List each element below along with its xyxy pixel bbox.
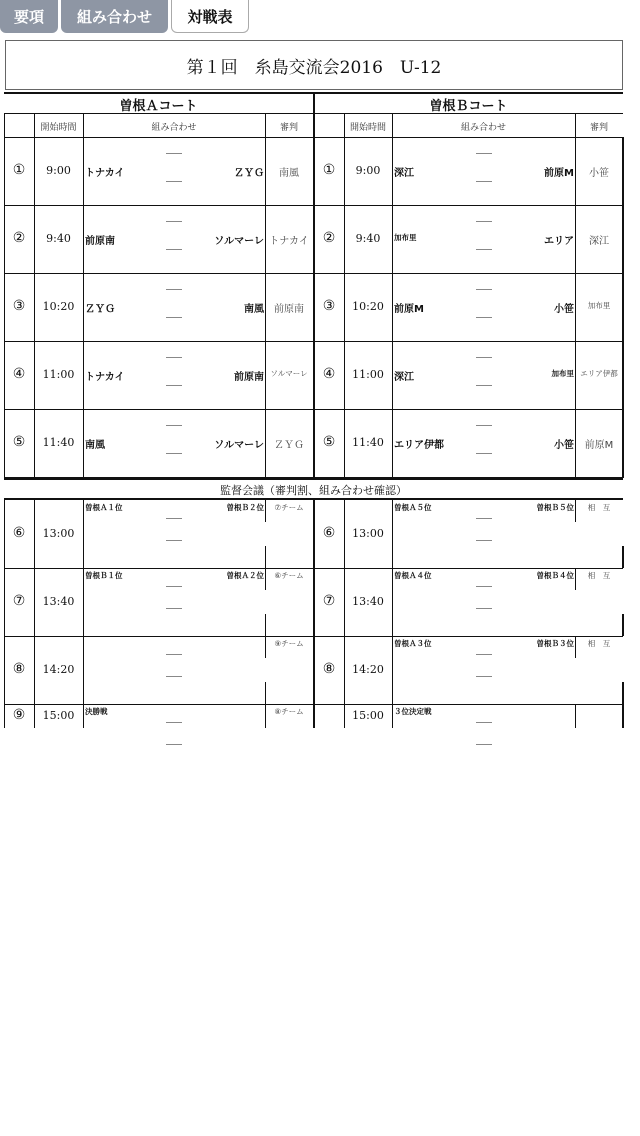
b-match-time: 11:40	[352, 436, 384, 449]
b-referee: エリア伊都	[580, 369, 618, 378]
header-start-time: 開始時間	[40, 123, 77, 133]
a-home-team: 南風	[85, 440, 105, 451]
vs-dash	[166, 518, 182, 519]
b-match-time: 10:20	[352, 300, 384, 313]
vs-dash	[476, 221, 492, 222]
vs-dash	[166, 722, 182, 723]
vs-dash	[166, 654, 182, 655]
col-stub	[622, 546, 624, 568]
row-line	[4, 341, 623, 342]
a-home-team: 前原南	[85, 236, 115, 247]
b-playoff-away-seed: 曽根Ｂ３位	[536, 639, 574, 648]
a-match-time: 11:00	[42, 368, 75, 381]
b-match-time: 9:40	[355, 232, 381, 245]
header-referee: 審判	[589, 123, 608, 133]
a-playoff-match-no: ⑨	[12, 707, 26, 723]
tab-outline[interactable]: 要項	[0, 0, 58, 33]
a-referee: 前原南	[274, 304, 304, 315]
b-playoff-referee: 相 互	[587, 571, 611, 580]
a-playoff-match-no: ⑥	[12, 525, 26, 541]
vs-dash	[166, 676, 182, 677]
vs-dash	[476, 153, 492, 154]
vs-dash	[166, 289, 182, 290]
a-playoff-away-seed: 曽根Ａ２位	[226, 571, 264, 580]
a-playoff-match-time: 14:20	[42, 663, 75, 676]
vs-dash	[166, 540, 182, 541]
a-playoff-match-time: 15:00	[42, 709, 75, 722]
a-playoff-match-time: 13:40	[42, 595, 75, 608]
col-stub	[265, 614, 266, 636]
a-match-time: 9:40	[46, 232, 71, 245]
a-match-time: 10:20	[42, 300, 75, 313]
a-match-no: ③	[12, 298, 26, 314]
vs-dash	[476, 249, 492, 250]
league-bottom-line	[4, 478, 623, 480]
a-playoff-home-seed: 決勝戦	[85, 707, 108, 716]
b-match-no: ①	[322, 162, 336, 178]
header-referee: 審判	[279, 123, 298, 133]
a-playoff-match-no: ⑦	[12, 593, 26, 609]
vs-dash	[166, 385, 182, 386]
b-match-no: ⑤	[322, 434, 336, 450]
a-referee: ソルマーレ	[270, 369, 308, 378]
col-stub	[622, 682, 624, 704]
a-match-no: ④	[12, 366, 26, 382]
vs-dash	[166, 586, 182, 587]
b-away-team: 小笹	[554, 304, 574, 315]
vs-dash	[476, 453, 492, 454]
vs-dash	[476, 289, 492, 290]
vs-dash	[476, 608, 492, 609]
b-playoff-home-seed: 曽根Ａ３位	[394, 639, 432, 648]
vs-dash	[476, 425, 492, 426]
tab-bracket[interactable]: 組み合わせ	[61, 0, 168, 33]
row-line	[4, 273, 623, 274]
vs-dash	[476, 317, 492, 318]
vs-dash	[476, 385, 492, 386]
vs-dash	[476, 654, 492, 655]
a-away-team: 前原南	[234, 372, 264, 383]
a-home-team: トナカイ	[85, 168, 125, 179]
a-away-team: ソルマーレ	[214, 236, 264, 247]
a-match-no: ⑤	[12, 434, 26, 450]
a-playoff-away-seed: 曽根Ｂ２位	[226, 503, 264, 512]
vs-dash	[166, 317, 182, 318]
court-name: 曽根Ｂコート	[429, 99, 508, 114]
a-playoff-referee: ⑦チーム	[274, 503, 304, 512]
b-away-team: 小笹	[554, 440, 574, 451]
a-away-team: ＺＹＧ	[234, 168, 264, 179]
b-playoff-home-seed: 曽根Ａ４位	[394, 571, 432, 580]
vs-dash	[166, 181, 182, 182]
b-playoff-home-seed: ３位決定戦	[394, 707, 432, 716]
a-match-time: 11:40	[42, 436, 75, 449]
a-away-team: 南風	[244, 304, 264, 315]
b-playoff-referee: 相 互	[587, 503, 611, 512]
b-playoff-referee: 相 互	[587, 639, 611, 648]
vs-dash	[476, 518, 492, 519]
col-stub	[622, 704, 624, 728]
a-home-team: ＺＹＧ	[85, 304, 115, 315]
a-playoff-match-time: 13:00	[42, 527, 75, 540]
a-home-team: トナカイ	[85, 372, 125, 383]
a-playoff-home-seed: 曽根Ｂ１位	[85, 571, 123, 580]
a-match-no: ①	[12, 162, 26, 178]
vs-dash	[476, 586, 492, 587]
a-referee: 南風	[279, 168, 299, 179]
header-pairing: 組み合わせ	[151, 123, 197, 133]
col-line	[392, 113, 393, 478]
col-line	[392, 500, 393, 728]
vs-dash	[476, 357, 492, 358]
a-playoff-referee: ⑥チーム	[274, 571, 304, 580]
a-match-no: ②	[12, 230, 26, 246]
b-home-team: 前原M	[394, 304, 424, 315]
header-bottom-line	[4, 137, 623, 138]
b-referee: 小笹	[589, 168, 609, 179]
b-home-team: エリア伊都	[394, 440, 444, 451]
b-playoff-match-time: 13:40	[352, 595, 384, 608]
b-playoff-match-time: 15:00	[352, 709, 384, 722]
a-playoff-home-seed: 曽根Ａ１位	[85, 503, 123, 512]
vs-dash	[166, 153, 182, 154]
court-name: 曽根Ａコート	[119, 99, 198, 114]
a-referee: トナカイ	[269, 236, 309, 247]
b-playoff-match-no: ⑦	[322, 593, 336, 609]
b-match-time: 9:00	[355, 164, 381, 177]
b-away-team: 前原M	[544, 168, 574, 179]
b-home-team: 深江	[394, 168, 414, 179]
b-away-team: エリア	[544, 236, 574, 247]
b-match-time: 11:00	[352, 368, 384, 381]
b-home-team: 加布里	[394, 233, 417, 242]
b-away-team: 加布里	[551, 369, 574, 378]
b-playoff-match-time: 13:00	[352, 527, 384, 540]
a-referee: ＺＹＧ	[274, 440, 304, 451]
a-playoff-referee: ⑧チーム	[274, 707, 304, 716]
vs-dash	[476, 744, 492, 745]
a-playoff-match-no: ⑧	[12, 661, 26, 677]
b-referee: 前原M	[584, 440, 614, 451]
vs-dash	[166, 221, 182, 222]
tab-schedule[interactable]: 対戦表	[171, 0, 249, 33]
a-playoff-referee: ⑨チーム	[274, 639, 304, 648]
b-referee: 深江	[589, 236, 609, 247]
col-stub	[265, 682, 266, 704]
b-match-no: ④	[322, 366, 336, 382]
vs-dash	[166, 608, 182, 609]
col-line	[83, 500, 84, 728]
vs-dash	[166, 249, 182, 250]
col-stub	[622, 614, 624, 636]
col-stub	[575, 704, 576, 728]
vs-dash	[166, 453, 182, 454]
a-away-team: ソルマーレ	[214, 440, 264, 451]
vs-dash	[476, 181, 492, 182]
b-playoff-match-no: ⑥	[322, 525, 336, 541]
b-playoff-away-seed: 曽根Ｂ５位	[536, 503, 574, 512]
vs-dash	[166, 425, 182, 426]
row-line	[4, 205, 623, 206]
b-match-no: ③	[322, 298, 336, 314]
vs-dash	[476, 722, 492, 723]
b-home-team: 深江	[394, 372, 414, 383]
a-match-time: 9:00	[46, 164, 71, 177]
col-line	[83, 113, 84, 478]
vs-dash	[166, 744, 182, 745]
b-playoff-match-time: 14:20	[352, 663, 384, 676]
manager-meeting-note: 監督会議（審判割、組み合わせ確認）	[220, 484, 407, 497]
vs-dash	[166, 357, 182, 358]
vs-dash	[476, 540, 492, 541]
vs-dash	[476, 676, 492, 677]
b-playoff-away-seed: 曽根Ｂ４位	[536, 571, 574, 580]
page-title: 第１回 糸島交流会2016 U-12	[186, 57, 442, 78]
b-match-no: ②	[322, 230, 336, 246]
row-line	[4, 409, 623, 410]
header-pairing: 組み合わせ	[460, 123, 506, 133]
b-referee: 加布里	[587, 301, 611, 310]
header-start-time: 開始時間	[349, 123, 386, 133]
col-stub	[265, 546, 266, 568]
court-divider	[313, 92, 315, 478]
b-playoff-match-no: ⑧	[322, 661, 336, 677]
b-playoff-home-seed: 曽根Ａ５位	[394, 503, 432, 512]
